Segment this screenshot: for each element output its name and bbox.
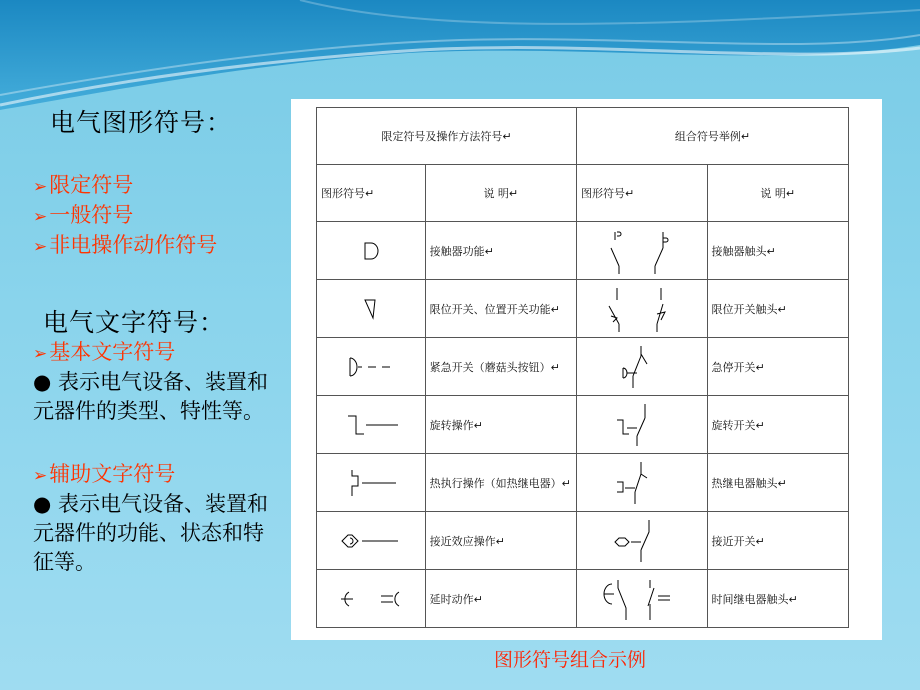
contactor-symbol-icon: [317, 222, 426, 280]
list-item: ➢非电操作动作符号: [33, 233, 218, 257]
table-cell: 接触器触头↵: [707, 222, 848, 280]
symbol-table: [316, 107, 849, 628]
col-header-symbol: 图形符号↵: [317, 165, 426, 222]
table-cell: 延时动作↵: [425, 570, 576, 628]
left-text-column: [0, 0, 290, 690]
table-cell: 旋转开关↵: [707, 396, 848, 454]
arrow-icon: ➢: [33, 207, 48, 227]
arrow-icon: ➢: [33, 466, 48, 486]
bullet-text: ● 表示电气设备、装置和元器件的类型、特性等。: [33, 370, 268, 423]
table-cell: 接近效应操作↵: [425, 512, 576, 570]
rotary-operation-symbol-icon: [317, 396, 426, 454]
col-header-desc: 说 明↵: [425, 165, 576, 222]
rotary-switch-icon: [577, 396, 708, 454]
table-row: [317, 222, 849, 280]
table-cell: 接近开关↵: [707, 512, 848, 570]
thermal-operation-symbol-icon: [317, 454, 426, 512]
list-item: ➢一般符号: [33, 203, 134, 227]
table-row: [317, 454, 849, 512]
table-cell: 热执行操作（如热继电器）↵: [425, 454, 576, 512]
table-cell: 热继电器触头↵: [707, 454, 848, 512]
proximity-operation-symbol-icon: [317, 512, 426, 570]
graphic-symbols-heading: 电气图形符号：: [50, 108, 233, 137]
list-item: ➢限定符号: [33, 173, 134, 197]
table-cell: 旋转操作↵: [425, 396, 576, 454]
table-cell: 接触器功能↵: [425, 222, 576, 280]
thermal-relay-contact-icon: [577, 454, 708, 512]
group-header-combination: 组合符号举例↵: [577, 108, 849, 165]
list-item: ➢基本文字符号: [33, 340, 176, 364]
table-cell: 急停开关↵: [707, 338, 848, 396]
figure-caption: 图形符号组合示例: [494, 649, 647, 671]
time-delay-symbol-icon: [317, 570, 426, 628]
table-row: [317, 512, 849, 570]
col-header-desc: 说 明↵: [707, 165, 848, 222]
table-cell: 紧急开关（蘑菇头按钮）↵: [425, 338, 576, 396]
symbol-table-panel: [291, 99, 882, 640]
emergency-switch-symbol-icon: [317, 338, 426, 396]
arrow-icon: ➢: [33, 237, 48, 257]
limit-switch-symbol-icon: [317, 280, 426, 338]
list-item: ➢辅助文字符号: [33, 462, 176, 486]
arrow-icon: ➢: [33, 177, 48, 197]
arrow-icon: ➢: [33, 344, 48, 364]
table-row: [317, 338, 849, 396]
table-cell: 限位开关、位置开关功能↵: [425, 280, 576, 338]
table-cell: 限位开关触头↵: [707, 280, 848, 338]
table-row: [317, 280, 849, 338]
bullet-text: ● 表示电气设备、装置和元器件的功能、状态和特征等。: [33, 492, 268, 574]
time-relay-contact-icon: [577, 570, 708, 628]
limit-switch-contact-icon: [577, 280, 708, 338]
text-symbols-heading: 电气文字符号：: [43, 308, 226, 337]
proximity-switch-icon: [577, 512, 708, 570]
table-row: [317, 396, 849, 454]
emergency-stop-icon: [577, 338, 708, 396]
col-header-symbol: 图形符号↵: [577, 165, 708, 222]
table-row: [317, 570, 849, 628]
table-cell: 时间继电器触头↵: [707, 570, 848, 628]
group-header-qualifying: 限定符号及操作方法符号↵: [317, 108, 577, 165]
contactor-contact-icon: [577, 222, 708, 280]
